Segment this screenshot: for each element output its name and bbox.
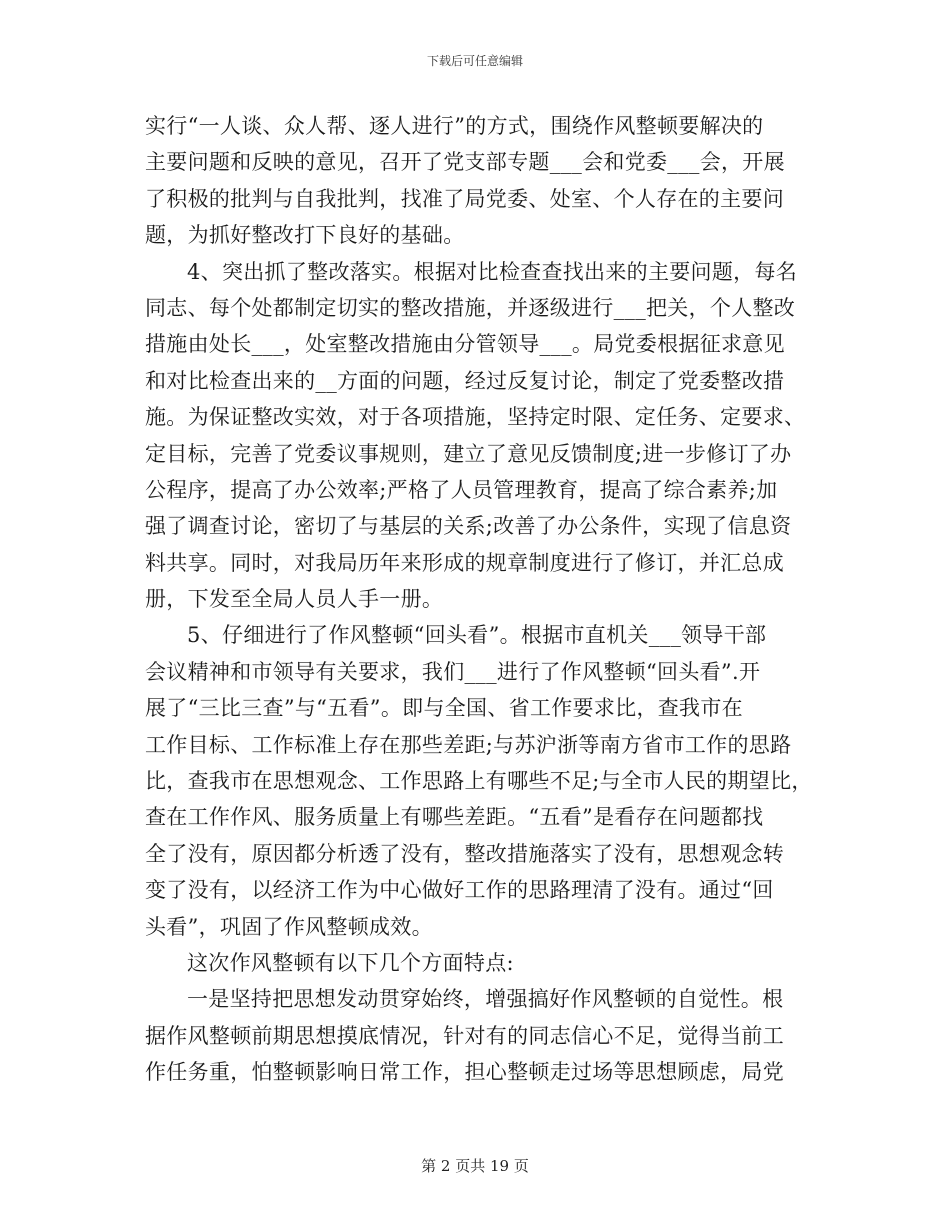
text-line: 查在工作作风、服务质量上有哪些差距。“五看”是看存在问题都找 bbox=[145, 805, 764, 830]
text-line: 头看”，巩固了作风整顿成效。 bbox=[145, 914, 433, 939]
text-line: 题，为抓好整改打下良好的基础。 bbox=[145, 223, 465, 248]
text-line: 定目标，完善了党委议事规则，建立了意见反馈制度;进一步修订了办 bbox=[145, 441, 792, 466]
page-header: 下载后可任意编辑 bbox=[426, 54, 523, 68]
text-line: 施。为保证整改实效，对于各项措施，坚持定时限、定任务、定要求、 bbox=[145, 405, 806, 430]
text-line: 同志、每个处都制定切实的整改措施，并逐级进行___把关，个人整改 bbox=[145, 295, 796, 320]
text-line: 了积极的批判与自我批判，找准了局党委、处室、个人存在的主要问 bbox=[145, 186, 784, 211]
document-body bbox=[145, 108, 813, 1091]
text-line: 和对比检查出来的__方面的问题，经过反复讨论，制定了党委整改措 bbox=[145, 368, 785, 393]
paragraph-start-line: 这次作风整顿有以下几个方面特点: bbox=[187, 950, 514, 975]
text-line: 展了“三比三查”与“五看”。即与全国、省工作要求比，查我市在 bbox=[145, 696, 743, 721]
text-line: 作任务重，怕整顿影响日常工作，担心整顿走过场等思想顾虑，局党 bbox=[145, 1060, 784, 1085]
text-line: 公程序，提高了办公效率;严格了人员管理教育，提高了综合素养;加 bbox=[145, 477, 778, 502]
text-line: 全了没有，原因都分析透了没有，整改措施落实了没有，思想观念转 bbox=[145, 841, 784, 866]
text-line: 会议精神和市领导有关要求，我们___进行了作风整顿“回头看”.开 bbox=[145, 659, 761, 684]
text-line: 措施由处长___，处室整改措施由分管领导___。局党委根据征求意见 bbox=[145, 332, 785, 357]
text-line: 册，下发至全局人员人手一册。 bbox=[145, 587, 444, 612]
text-line: 工作目标、工作标准上存在那些差距;与苏沪浙等南方省市工作的思路 bbox=[145, 732, 792, 757]
page-footer: 第 2 页共 19 页 bbox=[421, 1157, 529, 1175]
paragraph-start-line: 5、仔细进行了作风整顿“回头看”。根据市直机关___领导干部 bbox=[187, 623, 767, 648]
text-line: 强了调查讨论，密切了与基层的关系;改善了办公条件，实现了信息资 bbox=[145, 514, 792, 539]
text-line: 比，查我市在思想观念、工作思路上有哪些不足;与全市人民的期望比， bbox=[145, 769, 813, 794]
text-line: 主要问题和反映的意见，召开了党支部专题___会和党委___会，开展 bbox=[145, 150, 785, 175]
text-line: 实行“一人谈、众人帮、逐人进行”的方式，围绕作风整顿要解决的 bbox=[145, 114, 764, 138]
paragraph-start-line: 4、突出抓了整改落实。根据对比检查查找出来的主要问题，每名 bbox=[187, 259, 798, 284]
text-line: 变了没有，以经济工作为中心做好工作的思路理清了没有。通过“回 bbox=[145, 878, 774, 903]
text-line: 据作风整顿前期思想摸底情况，针对有的同志信心不足，觉得当前工 bbox=[145, 1023, 784, 1048]
paragraph-start-line: 一是坚持把思想发动贯穿始终，增强搞好作风整顿的自觉性。根 bbox=[187, 987, 784, 1012]
text-line: 料共享。同时，对我局历年来形成的规章制度进行了修订，并汇总成 bbox=[145, 550, 784, 575]
